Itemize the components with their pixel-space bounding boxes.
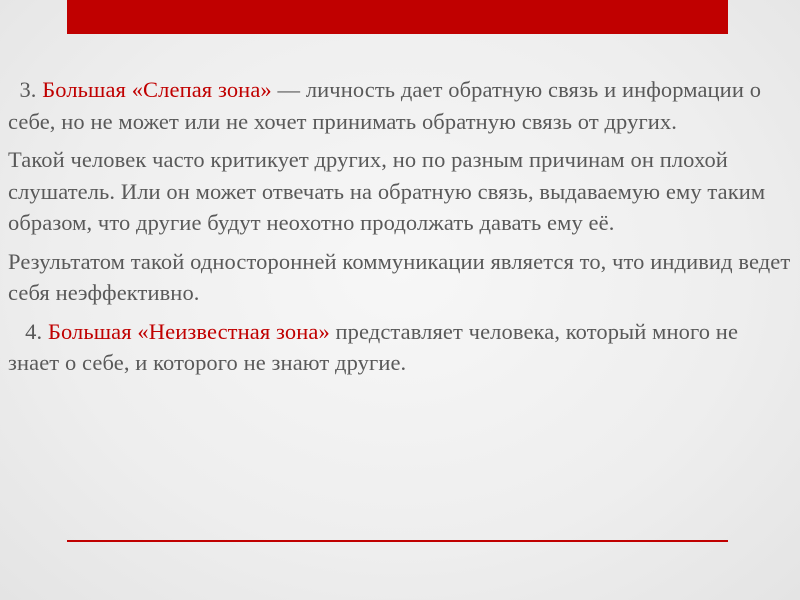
top-accent-bar [67,0,728,34]
unknown-zone-number: 4. [8,318,48,344]
paragraph-unknown-zone [8,316,793,379]
blind-zone-number: 3. [8,77,43,102]
blind-zone-term: Большая «Слепая зона» [42,77,272,102]
paragraph-critic [8,144,793,239]
unknown-zone-description: представляет человека, который много не знает о себе, и которого не знают другие. [8,318,739,375]
result-text: Результатом такой односторонней коммуникации является то, что индивид ведет себя неэффективно. [8,248,791,305]
paragraph-result [8,246,793,309]
blind-zone-description: — личность дает обратную связь и информации о себе, но не может или не хочет принимать обратную связь от других. [8,77,762,134]
body-text [8,74,793,386]
paragraph-blind-zone [8,74,793,137]
bottom-accent-line [67,540,728,542]
unknown-zone-term: Большая «Неизвестная зона» [47,318,330,344]
critic-text: Такой человек часто критикует других, но по разным причинам он плохой слушатель. Или он может отвечать на обратную связь, выдаваемую ему таким образом, что другие будут неохотно продолжать давать ему её. [8,147,766,235]
